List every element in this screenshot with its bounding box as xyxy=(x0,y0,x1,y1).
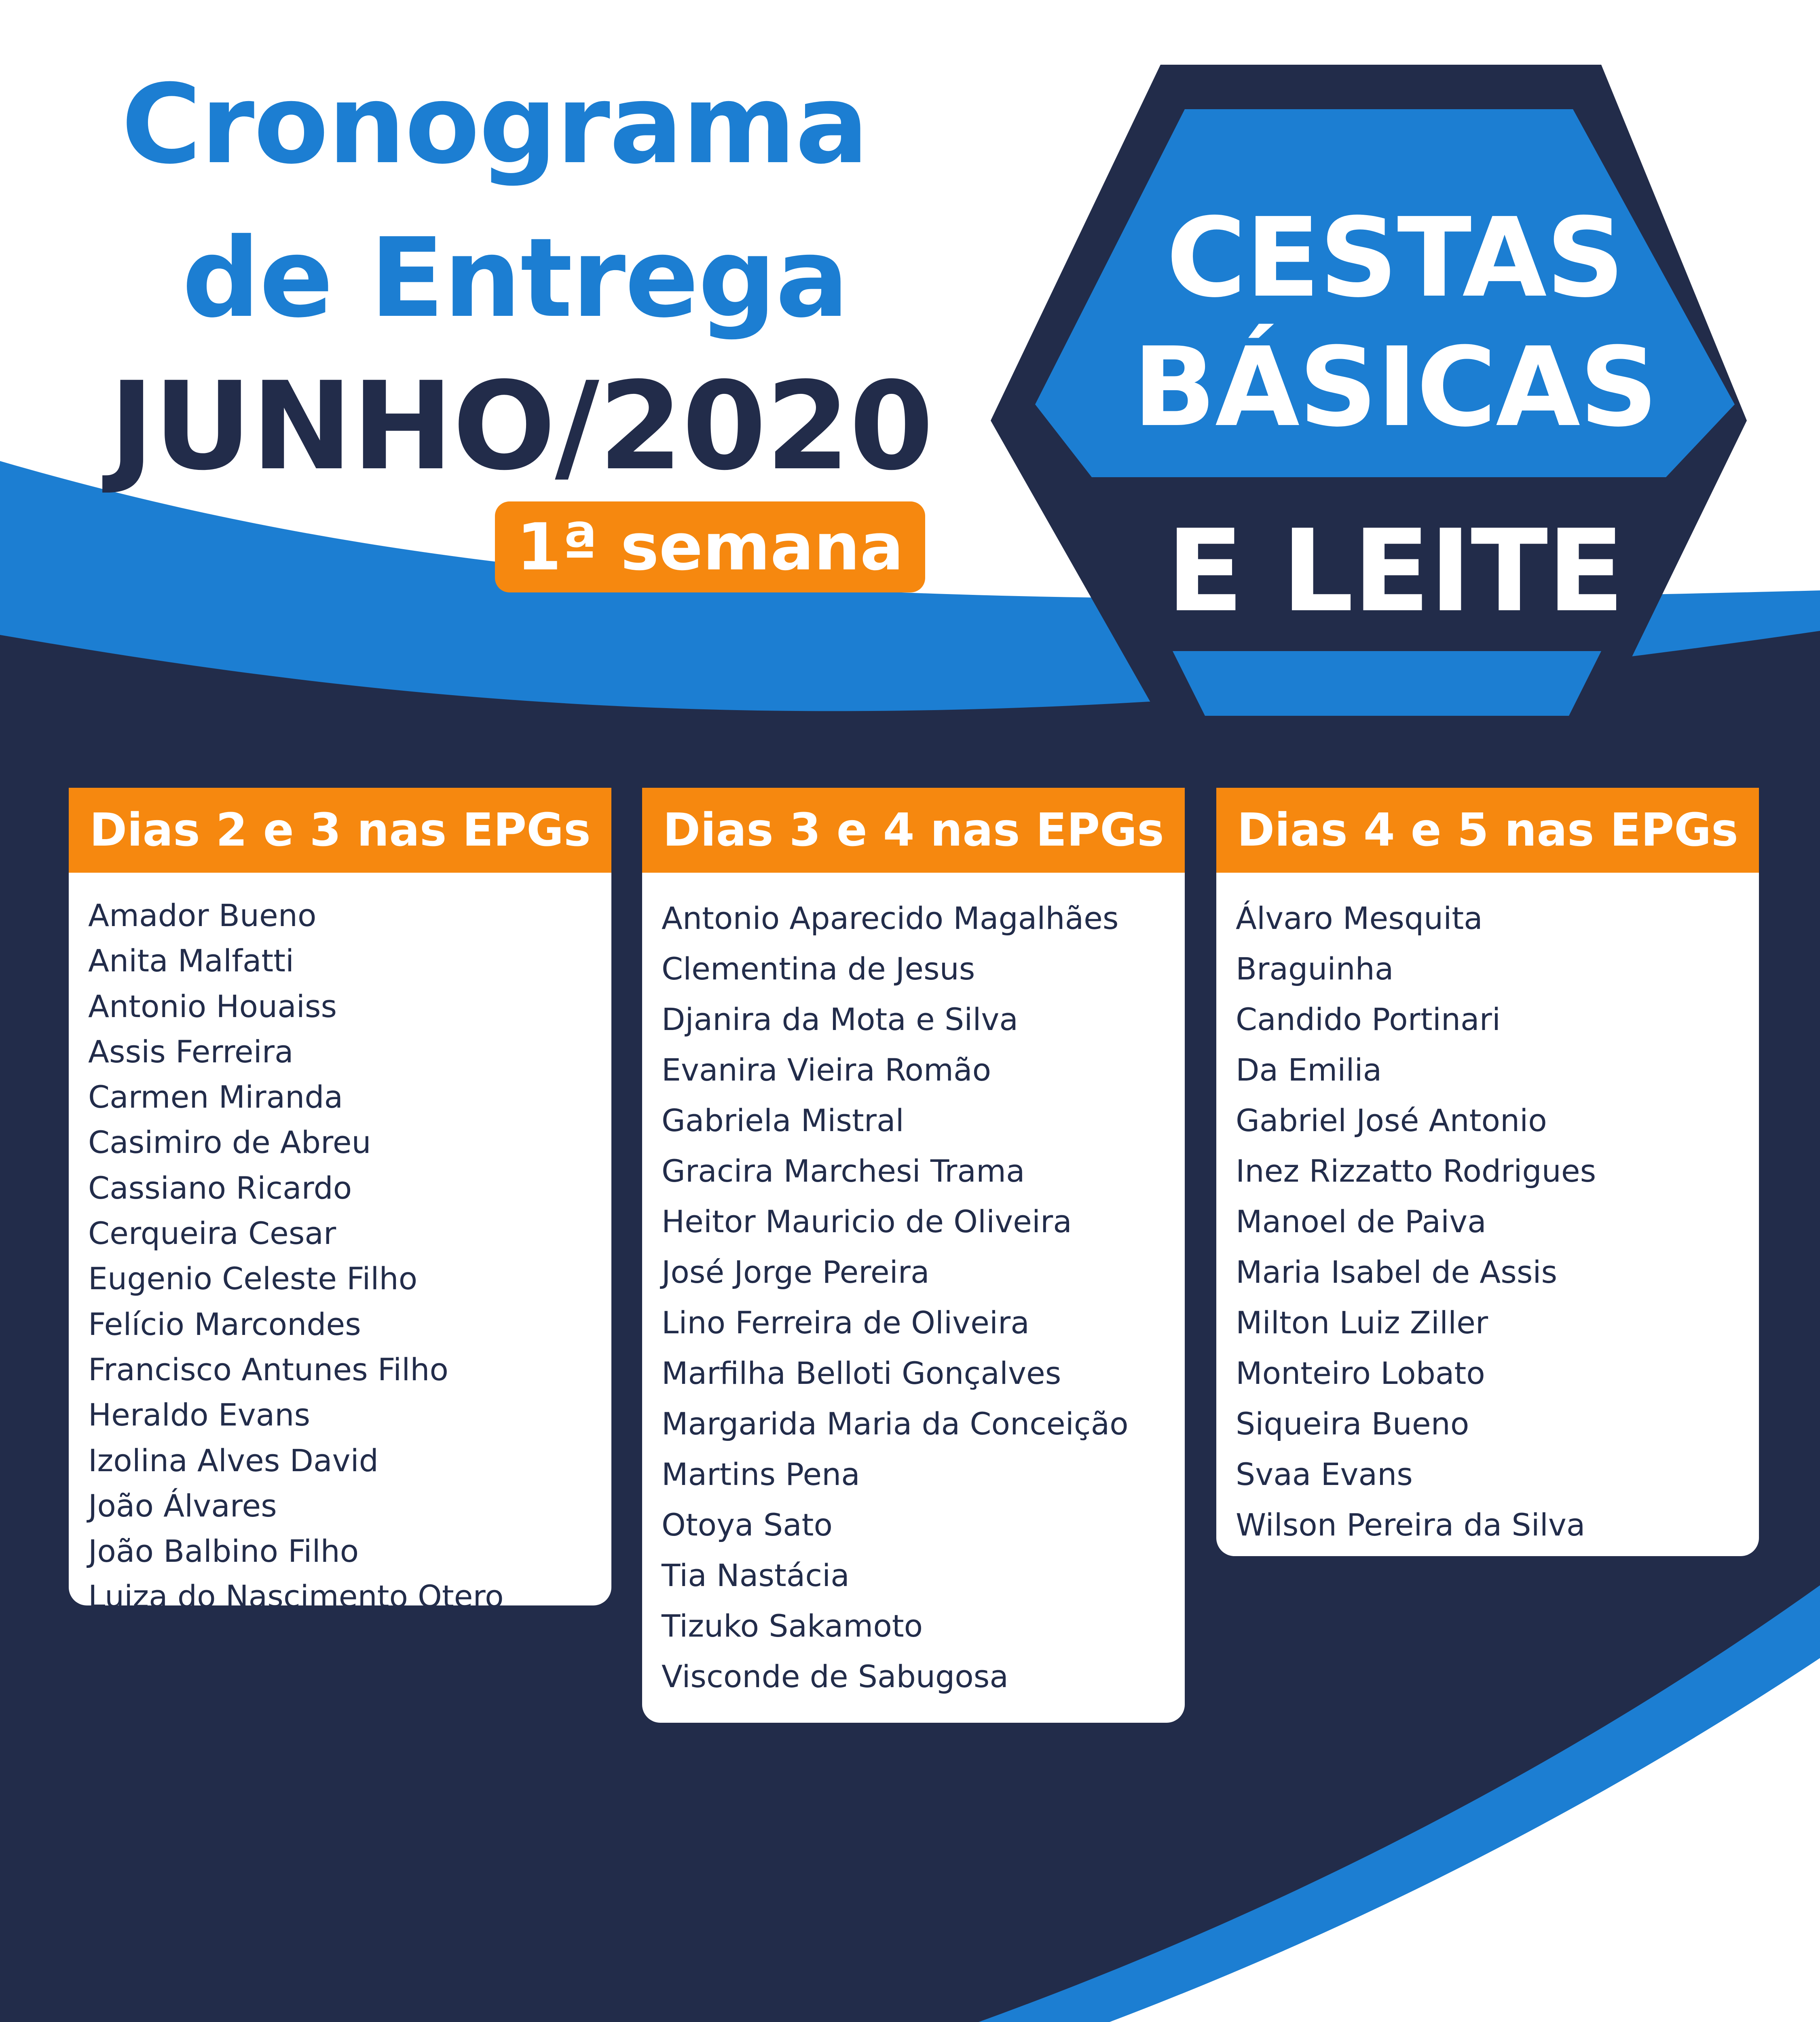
list-item: Marlene A. de Carvalho Martins xyxy=(88,1624,571,1660)
list-item: Anita Malfatti xyxy=(88,943,294,979)
list-item: Tizuko Sakamoto xyxy=(662,1608,923,1644)
list-item: Noel Rosa xyxy=(88,1715,241,1751)
list-item: Visconde de Sabugosa xyxy=(662,1658,1008,1694)
title-line-1: Cronograma xyxy=(121,61,868,188)
list-item: Braguinha xyxy=(1236,951,1394,987)
school-list xyxy=(642,873,1185,1702)
list-item: Cassiano Ricardo xyxy=(88,1170,352,1206)
list-item: Inez Rizzatto Rodrigues xyxy=(1236,1153,1596,1189)
card-header: Dias 3 e 4 nas EPGs xyxy=(642,788,1185,873)
list-item: Monica Aparecida Moredo xyxy=(88,1669,486,1706)
school-list xyxy=(69,873,611,1983)
list-item: Lino Ferreira de Oliveira xyxy=(662,1305,1029,1341)
list-item: Eugenio Celeste Filho xyxy=(88,1261,418,1297)
card-header: Dias 4 e 5 nas EPGs xyxy=(1216,788,1759,873)
card-header: Dias 2 e 3 nas EPGs xyxy=(69,788,611,873)
list-item: Evanira Vieira Romão xyxy=(662,1052,991,1088)
schedule-card-3 xyxy=(1216,788,1759,1556)
list-item: Tia Nastácia xyxy=(662,1557,850,1593)
list-item: Casimiro de Abreu xyxy=(88,1124,371,1161)
list-item: Siqueira Bueno xyxy=(1236,1406,1469,1442)
list-item: João Álvares xyxy=(88,1487,277,1524)
school-list xyxy=(1216,873,1759,1550)
list-item: Francisco Antunes Filho xyxy=(88,1351,448,1387)
badge-line-2: BÁSICAS xyxy=(1133,324,1657,451)
list-item: Candido Portinari xyxy=(1236,1001,1501,1037)
title-month: JUNHO/2020 xyxy=(109,356,933,497)
list-item: Raul Cortez xyxy=(88,1805,266,1842)
list-item: Carmen Miranda xyxy=(88,1079,343,1115)
list-item: Wilson Pereira da Silva xyxy=(1236,1507,1585,1543)
list-item: Assis Ferreira xyxy=(88,1033,294,1070)
list-item: Gabriel José Antonio xyxy=(1236,1102,1547,1138)
badge-line-1: CESTAS xyxy=(1166,194,1624,321)
list-item: Álvaro Mesquita xyxy=(1236,900,1483,936)
list-item: Heitor Mauricio de Oliveira xyxy=(662,1203,1072,1239)
list-item: Svaa Evans xyxy=(1236,1456,1413,1492)
badge-line-3: E LEITE xyxy=(1166,506,1624,637)
list-item: Gracira Marchesi Trama xyxy=(662,1153,1025,1189)
list-item: Milton Luiz Ziller xyxy=(1236,1305,1488,1341)
schedule-card-2 xyxy=(642,788,1185,1723)
list-item: Gabriela Mistral xyxy=(662,1102,904,1138)
title-line-2: de Entrega xyxy=(182,214,848,342)
schedule-card-1 xyxy=(69,788,611,1978)
list-item: Selma Colalillo Marques xyxy=(88,1896,456,1933)
list-item: Da Emilia xyxy=(1236,1052,1382,1088)
week-badge: 1ª semana xyxy=(495,501,925,592)
list-item: Monteiro Lobato xyxy=(1236,1355,1485,1391)
list-item: Otoya Sato xyxy=(662,1507,833,1543)
list-item: Tia Carmela xyxy=(88,1942,272,1978)
list-item: Rubem Alves xyxy=(88,1851,289,1887)
list-item: Luiza do Nascimento Otero xyxy=(88,1578,504,1615)
list-item: Olavo Bilac xyxy=(88,1760,260,1796)
list-item: Djanira da Mota e Silva xyxy=(662,1001,1018,1037)
list-item: Antonio Aparecido Magalhães xyxy=(662,900,1119,936)
list-item: João Balbino Filho xyxy=(88,1533,359,1569)
hexagon-blue-bottom xyxy=(1173,651,1601,716)
list-item: Margarida Maria da Conceição xyxy=(662,1406,1129,1442)
list-item: Cerqueira Cesar xyxy=(88,1215,336,1252)
list-item: Martins Pena xyxy=(662,1456,860,1492)
list-item: Felício Marcondes xyxy=(88,1306,361,1342)
list-item: Izolina Alves David xyxy=(88,1442,378,1478)
list-item: Antonio Houaiss xyxy=(88,988,337,1024)
list-item: Maria Isabel de Assis xyxy=(1236,1254,1558,1290)
list-item: Heraldo Evans xyxy=(88,1397,311,1433)
list-item: Clementina de Jesus xyxy=(662,951,975,987)
list-item: Amador Bueno xyxy=(88,897,317,933)
list-item: Manoel de Paiva xyxy=(1236,1203,1486,1239)
list-item: José Jorge Pereira xyxy=(662,1254,930,1290)
list-item: Marfilha Belloti Gonçalves xyxy=(662,1355,1061,1391)
